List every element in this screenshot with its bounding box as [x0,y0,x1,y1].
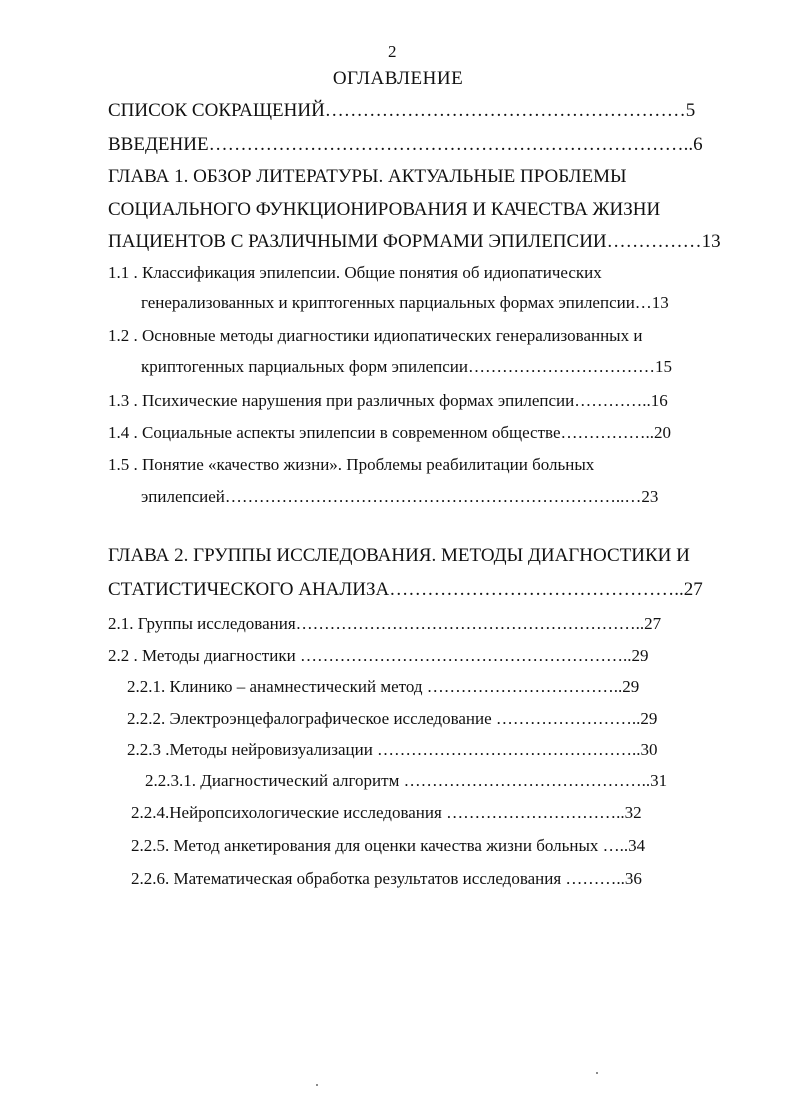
toc-entry-abbreviations[interactable]: СПИСОК СОКРАЩЕНИЙ…………………………………………………5 [108,100,696,121]
toc-entry-2-2-2[interactable]: 2.2.2. Электроэнцефалографическое исследование ……………………..29 [127,709,658,728]
scan-speck [596,1072,598,1074]
toc-entry-1-1-line1[interactable]: 1.1 . Классификация эпилепсии. Общие понятия об идиопатических [108,263,602,282]
toc-entry-1-3[interactable]: 1.3 . Психические нарушения при различных формах эпилепсии…………..16 [108,391,668,410]
toc-entry-2-2-6[interactable]: 2.2.6. Математическая обработка результатов исследования ………..36 [131,869,642,888]
toc-entry-2-2-3[interactable]: 2.2.3 .Методы нейровизуализации ………………………………………..30 [127,740,658,759]
toc-entry-1-5-line1[interactable]: 1.5 . Понятие «качество жизни». Проблемы реабилитации больных [108,455,595,474]
toc-entry-chapter1-line3[interactable]: ПАЦИЕНТОВ С РАЗЛИЧНЫМИ ФОРМАМИ ЭПИЛЕПСИИ……………13 [108,231,721,252]
toc-entry-2-2[interactable]: 2.2 . Методы диагностики …………………………………………………..29 [108,646,649,665]
toc-entry-2-2-1[interactable]: 2.2.1. Клинико – анамнестический метод ……………………………..29 [127,677,640,696]
toc-entry-2-2-5[interactable]: 2.2.5. Метод анкетирования для оценки качества жизни больных …..34 [131,836,646,855]
toc-entry-chapter1-line2[interactable]: СОЦИАЛЬНОГО ФУНКЦИОНИРОВАНИЯ И КАЧЕСТВА ЖИЗНИ [108,199,661,220]
toc-entry-chapter2-line2[interactable]: СТАТИСТИЧЕСКОГО АНАЛИЗА………………………………………..27 [108,579,703,600]
toc-entry-introduction[interactable]: ВВЕДЕНИЕ…………………………………………………………………..6 [108,134,703,155]
page-number: 2 [388,42,397,61]
scan-speck [316,1084,318,1086]
toc-entry-chapter2-line1[interactable]: ГЛАВА 2. ГРУППЫ ИССЛЕДОВАНИЯ. МЕТОДЫ ДИАГНОСТИКИ И [108,545,690,566]
toc-title: ОГЛАВЛЕНИЕ [332,68,464,89]
toc-entry-chapter1-line1[interactable]: ГЛАВА 1. ОБЗОР ЛИТЕРАТУРЫ. АКТУАЛЬНЫЕ ПРОБЛЕМЫ [108,166,627,187]
toc-entry-1-1-line2[interactable]: генерализованных и криптогенных парциальных формах эпилепсии…13 [141,293,669,312]
toc-entry-2-2-4[interactable]: 2.2.4.Нейропсихологические исследования …………………………..32 [131,803,642,822]
toc-entry-1-5-line2[interactable]: эпилепсией……………………………………………………………..…23 [141,487,659,506]
toc-entry-2-1[interactable]: 2.1. Группы исследования……………………………………………………..27 [108,614,662,633]
toc-entry-1-4[interactable]: 1.4 . Социальные аспекты эпилепсии в современном обществе……………..20 [108,423,671,442]
toc-entry-1-2-line1[interactable]: 1.2 . Основные методы диагностики идиопатических генерализованных и [108,326,643,345]
toc-entry-1-2-line2[interactable]: криптогенных парциальных форм эпилепсии……………………………15 [141,357,672,376]
toc-entry-2-2-3-1[interactable]: 2.2.3.1. Диагностический алгоритм ……………………………………..31 [145,771,668,790]
